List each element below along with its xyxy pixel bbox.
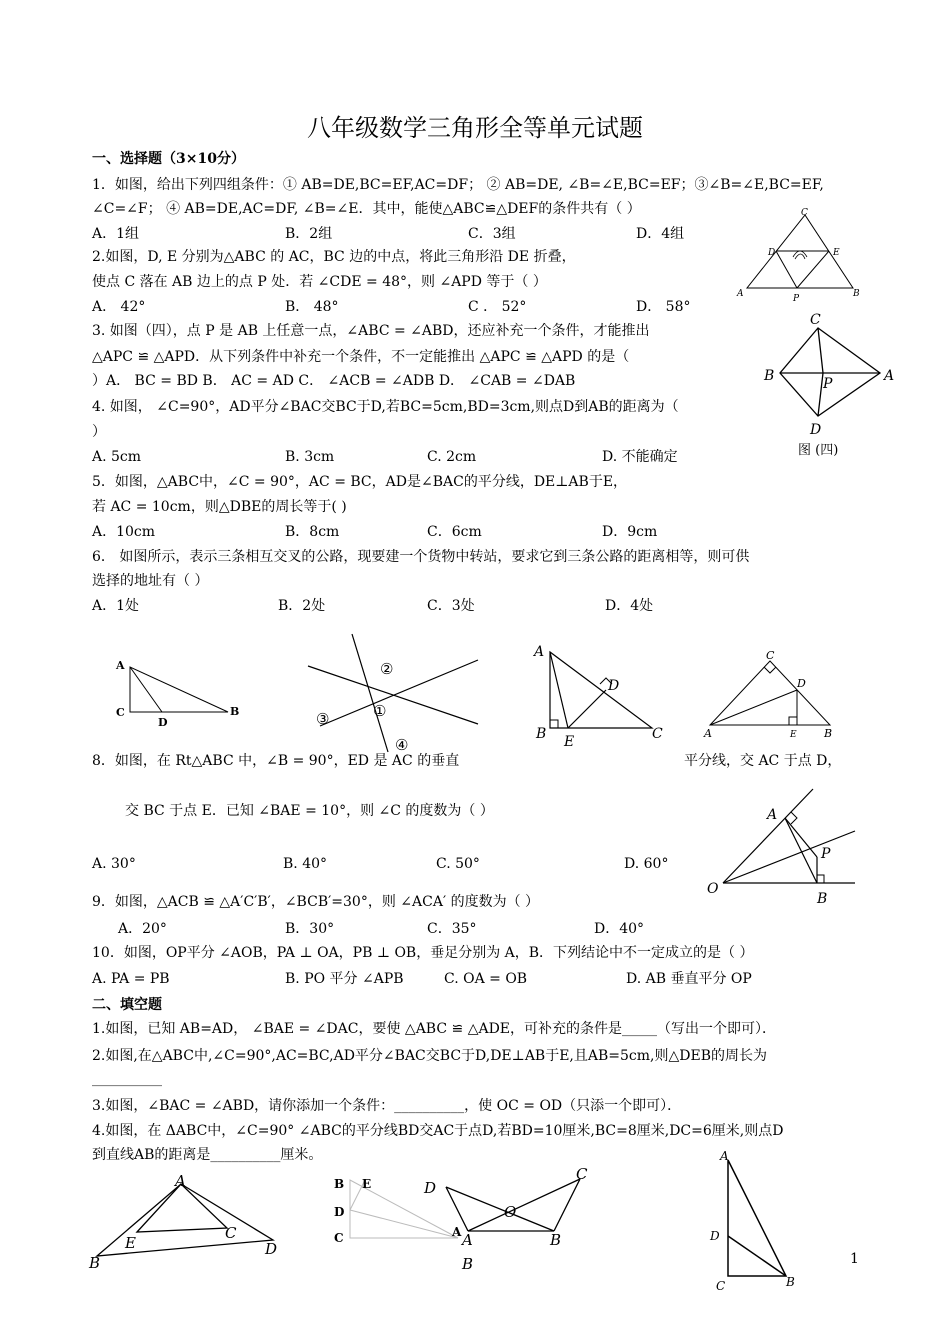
q1-option-d: D．4组 (636, 226, 685, 242)
label-B: B (230, 705, 240, 718)
f4-line2: 到直线AB的距离是__________厘米。 (92, 1147, 323, 1163)
q4-option-a: A. 5cm (92, 449, 142, 465)
q4-line1: 4. 如图， ∠C=90°，AD平分∠BAC交BC于D,若BC=5cm,BD=3cm,则点D到AB的距离为（ (92, 399, 679, 415)
label-O: O (707, 881, 719, 897)
region-2: ② (380, 660, 394, 678)
figure-q8-triangle (530, 640, 670, 750)
label-P: P (821, 846, 831, 862)
label-A: A (175, 1172, 186, 1190)
f2-line2: __________ (92, 1071, 162, 1087)
label-D: D (265, 1240, 278, 1258)
label-E: E (362, 1177, 372, 1191)
q5-option-d: D．9cm (602, 524, 658, 540)
q4-line2: ） (92, 424, 106, 440)
q10-option-b: B. PO 平分 ∠APB (285, 971, 404, 987)
label-C: C (766, 649, 775, 662)
figure-q6-roads (300, 632, 490, 757)
label-C: C (576, 1165, 588, 1183)
q8-option-b: B. 40° (283, 856, 328, 872)
label-A: A (720, 1149, 729, 1163)
q8-option-a: A. 30° (92, 856, 136, 872)
label-C: C (116, 706, 125, 719)
label-A: A (462, 1231, 473, 1249)
q8-line1: 8．如图，在 Rt△ABC 中，∠B = 90°，ED 是 AC 的垂直 (92, 753, 460, 769)
label-A: A (704, 727, 712, 740)
label-E: E (790, 730, 797, 740)
label-D: D (158, 716, 168, 729)
q4-option-c: C. 2cm (427, 449, 477, 465)
label-B: B (89, 1254, 101, 1270)
q4-option-d: D. 不能确定 (602, 449, 678, 465)
label-C: C (801, 208, 808, 218)
q2-option-a: A． 42° (92, 299, 146, 315)
label-B: B (334, 1177, 345, 1191)
q6-option-a: A．1处 (92, 598, 140, 614)
label-D: D (768, 248, 776, 258)
q9-option-c: C．35° (427, 921, 477, 937)
q5-line2: 若 AC = 10cm，则△DBE的周长等于( ) (92, 499, 347, 515)
label-C: C (716, 1279, 726, 1293)
label-B: B (536, 726, 547, 742)
label-A: A (116, 659, 125, 672)
label-C: C (334, 1231, 344, 1245)
q9-option-d: D．40° (594, 921, 645, 937)
page-number: 1 (850, 1251, 859, 1267)
q8-option-c: C. 50° (436, 856, 480, 872)
q1-option-a: A．1组 (92, 226, 140, 242)
q5-line1: 5．如图，△ABC中，∠C = 90°，AC = BC，AD是∠BAC的平分线，DE⊥AB于E， (92, 474, 628, 490)
label-B: B (824, 727, 833, 740)
q10-option-a: A. PA = PB (92, 971, 170, 987)
q4-option-b: B. 3cm (285, 449, 335, 465)
label-B: B (786, 1275, 795, 1289)
section-fill: 二、填空题 (92, 997, 162, 1013)
q9-option-b: B．30° (285, 921, 335, 937)
figure-f4-triangle (700, 1148, 810, 1293)
q6-option-b: B．2处 (278, 598, 326, 614)
q6-line2: 选择的地址有（ ） (92, 573, 209, 589)
label-O: O (504, 1203, 517, 1221)
label-E: E (125, 1234, 136, 1252)
label-C: C (652, 726, 663, 742)
figure-q4-triangle (110, 655, 250, 730)
q8-line1-cont: 平分线，交 AC 于点 D， (684, 753, 842, 769)
label-D: D (608, 678, 620, 694)
q6-line1: 6． 如图所示，表示三条相互交叉的公路，现要建一个货物中转站，要求它到三条公路的距离相等，则可供 (92, 549, 750, 565)
q6-option-d: D．4处 (605, 598, 654, 614)
q3-line2: △APC ≌ △APD．从下列条件中补充一个条件，不一定能推出 △APC ≌ △APD 的是（ (92, 349, 630, 365)
label-B: B (764, 368, 775, 384)
label-A: A (737, 289, 744, 299)
page-title: 八年级数学三角形全等单元试题 (307, 114, 643, 142)
q2-option-b: B． 48° (285, 299, 339, 315)
q9-option-a: A．20° (118, 921, 167, 937)
figure-q10-angle (705, 785, 860, 910)
q2-line2: 使点 C 落在 AB 边上的点 P 处．若 ∠CDE = 48°，则 ∠APD 等于（ ） (92, 274, 547, 290)
label-A: A (767, 807, 778, 823)
region-3: ③ (316, 710, 330, 728)
q5-option-a: A．10cm (92, 524, 156, 540)
label-D: D (710, 1229, 720, 1243)
label-B: B (550, 1231, 562, 1249)
figure-f1-triangles (85, 1170, 290, 1270)
q6-option-c: C．3处 (427, 598, 475, 614)
label-D: D (797, 677, 806, 690)
region-4: ④ (395, 736, 409, 754)
q3-line1: 3. 如图（四），点 P 是 AB 上任意一点，∠ABC = ∠ABD，还应补充一个条件，才能推出 (92, 323, 650, 339)
q3-line3: ）A． BC = BD B． AC = AD C． ∠ACB = ∠ADB D． ∠CAB = ∠DAB (92, 373, 576, 389)
f2-line1: 2.如图,在△ABC中,∠C=90°,AC=BC,AD平分∠BAC交BC于D,DE⊥AB于E,且AB=5cm,则△DEB的周长为 (92, 1048, 767, 1064)
label-A: A (452, 1225, 462, 1239)
q10-option-c: C. OA = OB (444, 971, 528, 987)
q1-line1: 1．如图，给出下列四组条件：① AB=DE,BC=EF,AC=DF； ② AB=DE, ∠B=∠E,BC=EF；③∠B=∠E,BC=EF, (92, 177, 824, 193)
q2-option-d: D． 58° (636, 299, 691, 315)
q5-option-b: B．8cm (285, 524, 340, 540)
label-B: B (817, 891, 828, 907)
q8-option-d: D. 60° (624, 856, 669, 872)
figure-q5-triangle (700, 645, 845, 740)
q10-line1: 10．如图，OP平分 ∠AOB，PA ⊥ OA，PB ⊥ OB，垂足分别为 A，B．下列结论中不一定成立的是（ ） (92, 945, 754, 961)
f3-line: 3.如图，∠BAC = ∠ABD，请你添加一个条件：__________，使 OC = OD（只添一个即可）． (92, 1098, 682, 1114)
section-choice: 一、选择题（3×10分） (92, 151, 245, 167)
q5-option-c: C．6cm (427, 524, 482, 540)
figure-q3-quad (760, 310, 900, 460)
figure-f3-crossing (420, 1165, 595, 1275)
region-1: ① (373, 702, 387, 720)
figure-q2-fold (735, 205, 865, 305)
f1-line: 1.如图，已知 AB=AD， ∠BAE = ∠DAC，要使 △ABC ≌ △ADE，可补充的条件是_____（写出一个即可）． (92, 1021, 777, 1037)
label-C: C (225, 1224, 237, 1242)
label-D: D (810, 422, 822, 438)
q1-option-c: C．3组 (468, 226, 516, 242)
label-C: C (810, 312, 821, 328)
label-E: E (564, 734, 575, 750)
q8-line2: 交 BC 于点 E．已知 ∠BAE = 10°，则 ∠C 的度数为（ ） (125, 803, 494, 819)
q2-line1: 2.如图，D, E 分别为△ABC 的 AC，BC 边的中点，将此三角形沿 DE 折叠， (92, 249, 576, 265)
label-A: A (534, 644, 545, 660)
f4-line1: 4.如图，在 ΔABC中，∠C=90° ∠ABC的平分线BD交AC于点D,若BD=10厘米,BC=8厘米,DC=6厘米,则点D (92, 1123, 784, 1139)
label-A: A (884, 368, 895, 384)
label-E: E (833, 248, 840, 258)
label-D: D (424, 1179, 437, 1197)
label-B-lower: B (462, 1255, 474, 1273)
label-D: D (334, 1205, 345, 1219)
label-B: B (853, 289, 860, 299)
q1-line2: ∠C=∠F； ④ AB=DE,AC=DF, ∠B=∠E．其中，能使△ABC≌△DEF的条件共有（ ） (92, 201, 641, 217)
q1-option-b: B．2组 (285, 226, 333, 242)
q10-option-d: D. AB 垂直平分 OP (626, 971, 752, 987)
figure-caption: 图 (四) (798, 443, 839, 458)
label-P: P (793, 294, 800, 304)
q2-option-c: C ． 52° (468, 299, 527, 315)
label-P: P (823, 376, 833, 392)
q9-line1: 9．如图，△ACB ≌ △A′C′B′，∠BCB′=30°，则 ∠ACA′ 的度数为（ ） (92, 894, 540, 910)
